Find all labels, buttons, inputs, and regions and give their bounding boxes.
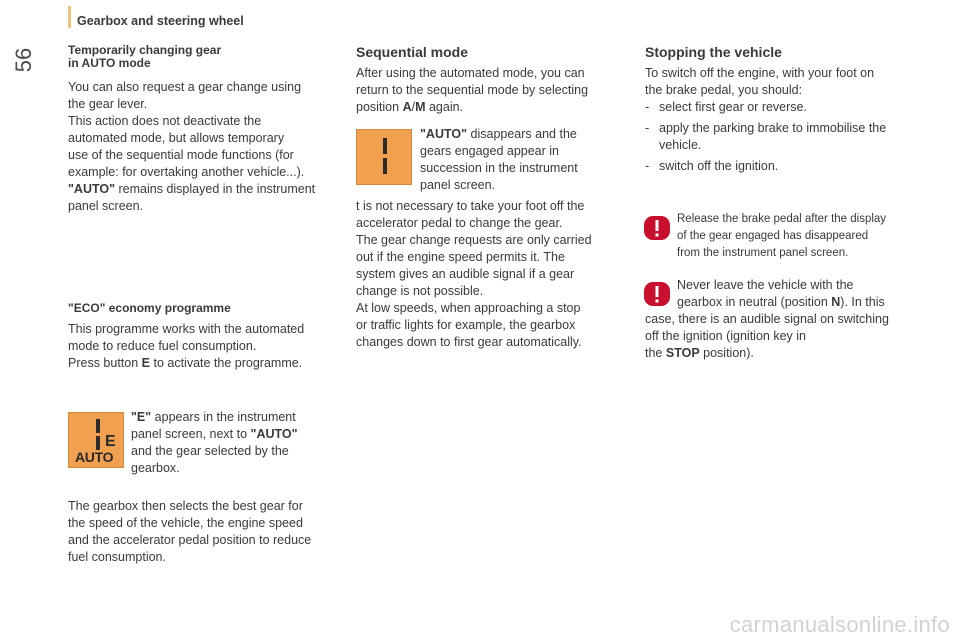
- eco-programme-text: This programme works with the automated mode to reduce fuel consumption. Press button E to activate the programme.: [68, 322, 305, 370]
- eco-auto-display-icon: [68, 412, 124, 468]
- warning-icon: [643, 215, 671, 241]
- header-accent-bar: [68, 6, 71, 28]
- eco-letter-e: E: [105, 433, 116, 450]
- e-indicator-note: "E" appears in the instrument panel screen, next to "AUTO" and the gear selected by the gearbox.: [131, 410, 298, 475]
- gearbox-selection-text: The gearbox then selects the best gear for the speed of the vehicle, the engine speed and the accelerator pedal position to reduce fuel consumption.: [68, 499, 312, 564]
- auto-label: AUTO: [75, 449, 114, 465]
- list-item: - apply the parking brake to immobilise the vehicle.: [645, 121, 887, 152]
- stopping-vehicle-text: To switch off the engine, with your foot on the brake pedal, you should: - select first gear or reverse. - apply the parking brake to immobilise the vehicle. - switch off the ignition.: [645, 65, 925, 175]
- sequential-mode-details: t is not necessary to take your foot off the accelerator pedal to change the gear. The gear change requests are only carried out if the engine speed permits it. The system gives an audible signal if a gear change is not possible. At low speeds, when approaching a stop or traffic lights for example, the gearbox changes down to first gear automatically.: [356, 199, 592, 349]
- list-item: - select first gear or reverse.: [645, 100, 807, 114]
- eco-programme-heading: "ECO" economy programme: [68, 301, 231, 315]
- page-header-title: Gearbox and steering wheel: [77, 14, 244, 28]
- stopping-vehicle-heading: Stopping the vehicle: [645, 44, 782, 60]
- page-number: 56: [11, 47, 36, 73]
- watermark-text: carmanualsonline.info: [729, 612, 950, 637]
- auto-disappears-note: "AUTO" disappears and the gears engaged appear in succession in the instrument panel screen.: [420, 127, 578, 192]
- sequential-mode-intro: After using the automated mode, you can return to the sequential mode by selecting position A/M again.: [356, 66, 589, 114]
- sequential-gear-icon: [356, 129, 412, 185]
- list-item: - switch off the ignition.: [645, 159, 779, 173]
- warning-release-brake: Release the brake pedal after the display of the gear engaged has disappeared from the instrument panel screen.: [677, 213, 887, 259]
- temporary-gear-text: You can also request a gear change using the gear lever. This action does not deactivate the automated mode, but allows temporary use of the sequential mode functions (for example: for overtaking another vehicle...). "AUTO" remains displayed in the instrument panel screen.: [68, 80, 316, 213]
- warning-neutral-line1: Never leave the vehicle with the gearbox in neutral (position N). In this: [677, 278, 885, 309]
- warning-icon: [643, 281, 671, 307]
- gear-bar-icon: [357, 130, 411, 184]
- temporary-gear-heading: Temporarily changing gear in AUTO mode: [68, 43, 222, 70]
- sequential-mode-heading: Sequential mode: [356, 44, 469, 60]
- warning-neutral-rest: case, there is an audible signal on switching off the ignition (ignition key in the STOP position).: [645, 312, 889, 360]
